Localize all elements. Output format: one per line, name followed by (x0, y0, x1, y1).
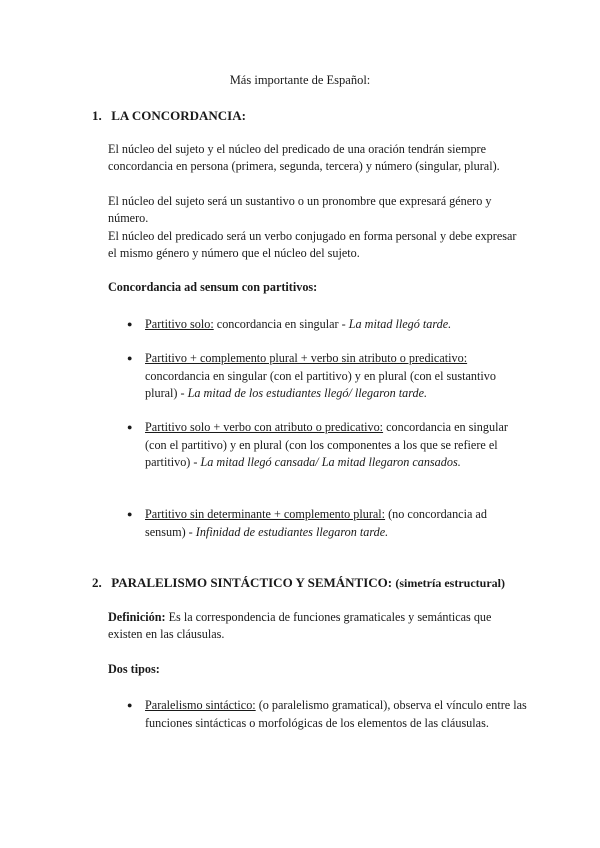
list-item-term: Paralelismo sintáctico: (145, 698, 256, 712)
definition-text: Es la correspondencia de funciones gramaticales y semánticas que existen en las cláusulas. (108, 610, 492, 642)
list-item-text (145, 419, 527, 472)
list-item-text (145, 506, 527, 541)
section-2-title-extra: (simetría estructural) (395, 576, 505, 590)
bullet-icon: ● (127, 700, 133, 710)
bullet-icon: ● (127, 319, 133, 329)
list-item-term: Partitivo sin determinante + complemento plural: (145, 507, 386, 521)
section-2-number: 2. (92, 575, 102, 590)
list-item-text (145, 697, 527, 732)
list-item-text (145, 350, 527, 403)
list-item-example: La mitad llegó tarde. (348, 317, 452, 331)
list-item-example: La mitad de los estudiantes llegó/ llegaron tarde. (187, 386, 428, 400)
list-item-term: Partitivo solo + verbo con atributo o predicativo: (145, 420, 384, 434)
list-item-description: (no concordancia ad sensum) - (145, 507, 487, 539)
bullet-icon: ● (127, 353, 133, 363)
section-1-paragraph-2: El núcleo del sujeto será un sustantivo o un pronombre que expresará género y número. (108, 194, 492, 226)
list-item-example: Infinidad de estudiantes llegaron tarde. (195, 524, 389, 539)
list-item-term: Partitivo + complemento plural + verbo sin atributo o predicativo: (145, 351, 468, 365)
section-1-paragraph-1: El núcleo del sujeto y el núcleo del predicado de una oración tendrán siempre concordancia en persona (primera, segunda, tercera) y número (singular, plural). (108, 142, 500, 174)
document-title: Más importante de Español: (229, 73, 371, 87)
section-1-subheading: Concordancia ad sensum con partitivos: (108, 280, 318, 294)
section-1-heading (92, 108, 246, 124)
list-item-description: concordancia en singular (con el partitivo) y en plural (con los componentes a los que se refiere el partitivo) - (145, 420, 508, 469)
section-2-definition (108, 609, 528, 643)
list-item-example: La mitad llegó cansada/ La mitad llegaron cansados. (200, 455, 461, 469)
section-1-number: 1. (92, 108, 102, 123)
section-2-heading (92, 575, 505, 591)
bullet-icon: ● (127, 509, 133, 519)
list-item-description: concordancia en singular - (213, 317, 349, 331)
section-1-title: LA CONCORDANCIA: (111, 108, 246, 123)
bullet-icon: ● (127, 422, 133, 432)
section-2-subheading: Dos tipos: (108, 662, 160, 676)
section-2-title: PARALELISMO SINTÁCTICO Y SEMÁNTICO: (111, 575, 393, 590)
list-item-term: Partitivo solo: (145, 317, 214, 331)
definition-label: Definición: (108, 610, 166, 624)
list-item-text (145, 316, 527, 334)
list-item-description: (o paralelismo gramatical), observa el vínculo entre las funciones sintácticas o morfológicas de los elementos de las cláusulas. (145, 698, 527, 730)
section-1-paragraph-3: El núcleo del predicado será un verbo conjugado en forma personal y debe expresar el mismo género y número que el núcleo del sujeto. (108, 229, 517, 261)
list-item-description: concordancia en singular (con el partitivo) y en plural (con el sustantivo plural) - (145, 368, 496, 400)
